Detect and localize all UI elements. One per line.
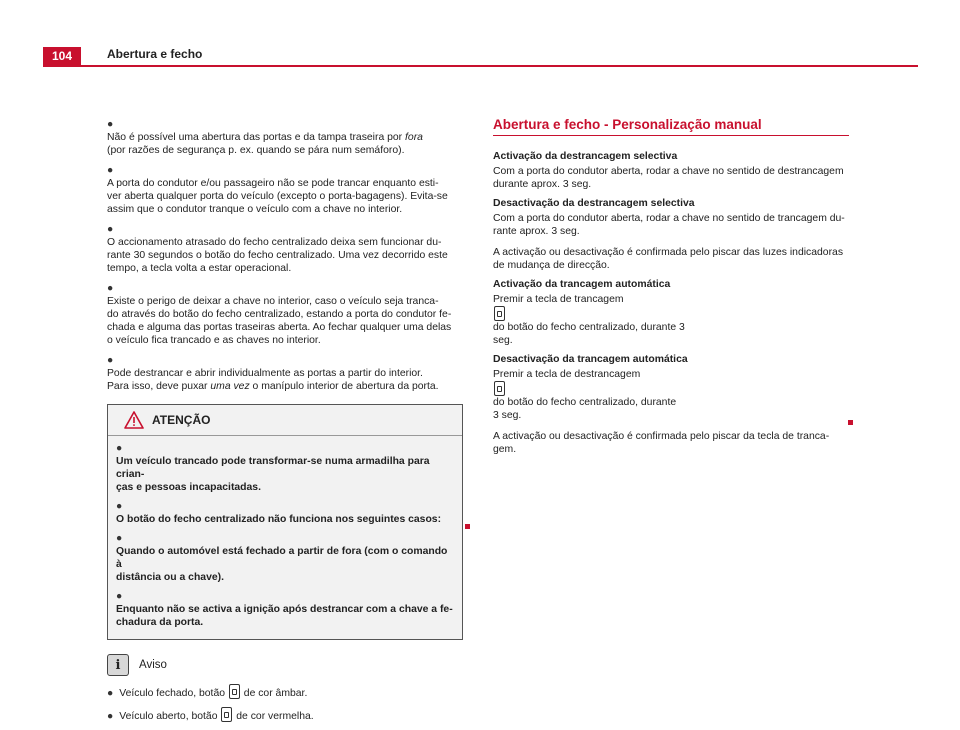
bullet-line-wrap: [107, 321, 463, 334]
bullet-line: rante 30 segundos o botão do fecho centralizado. Uma vez decorrido este: [107, 250, 448, 261]
bullet-line-wrap: [107, 282, 463, 308]
section-end-marker: [848, 420, 853, 425]
paragraph: [493, 368, 849, 422]
paragraph-line: A activação ou desactivação é confirmada pelo piscar da tecla de tranca-: [493, 431, 830, 442]
bullet-dot: ●: [107, 119, 114, 130]
paragraph-line: durante aprox. 3 seg.: [493, 179, 592, 190]
note-item-text: de cor vermelha.: [236, 711, 314, 722]
note-header: [107, 654, 463, 676]
section-end-marker: [465, 524, 470, 529]
bullet-line: Pode destrancar e abrir individualmente as portas a partir do interior.: [107, 368, 423, 379]
bullet-line-wrap: [116, 571, 454, 584]
bullet-dot: ●: [107, 283, 114, 294]
note-item-text: Veículo aberto, botão: [119, 711, 218, 722]
page-number: 104: [43, 47, 81, 66]
bullet-line-wrap: [107, 164, 463, 190]
unlock-key-icon: [494, 381, 505, 396]
paragraph: [493, 165, 849, 191]
bullet-dot: ●: [116, 591, 123, 602]
bullet-text: [116, 500, 454, 526]
bullet-dot: ●: [116, 501, 123, 512]
bullet-line-wrap: [107, 262, 463, 275]
warning-box: [107, 404, 463, 640]
note-title: Aviso: [139, 658, 167, 671]
bullet-line: O botão do fecho centralizado não funciona nos seguintes casos:: [116, 514, 442, 525]
bullet-line: o veículo fica trancado e as chaves no interior.: [107, 335, 321, 346]
info-icon: i: [107, 654, 129, 676]
bullet-dot: ●: [107, 688, 114, 699]
paragraph-line: gem.: [493, 444, 517, 455]
paragraph: [493, 430, 849, 456]
bullet-dot: ●: [116, 443, 123, 454]
bullet-text: [107, 354, 463, 393]
bullet-line: (por razões de segurança p. ex. quando se pára num semáforo).: [107, 145, 405, 156]
bullet-item: [107, 118, 463, 157]
bullet-line-wrap: [116, 616, 454, 629]
note-body: [107, 684, 463, 723]
paragraph: [493, 246, 849, 272]
bullet-line: ver aberta qualquer porta do veículo (excepto o porta-bagagens). Evita-se: [107, 191, 448, 202]
bullet-line-wrap: [107, 190, 463, 203]
paragraph-line: A activação ou desactivação é confirmada pelo piscar das luzes indicadoras: [493, 247, 844, 258]
bullet-line: chadura da porta.: [116, 617, 204, 628]
subheading: Desactivação da trancagem automática: [493, 354, 688, 365]
bullet-dot: ●: [107, 165, 114, 176]
chapter-title: Abertura e fecho: [107, 47, 203, 61]
bullet-line-wrap: [116, 590, 454, 616]
bullet-line-wrap: [107, 334, 463, 347]
bullet-line: Quando o automóvel está fechado a partir de fora (com o comando à: [116, 546, 448, 570]
paragraph-line: Com a porta do condutor aberta, rodar a chave no sentido de trancagem du-: [493, 213, 845, 224]
bullet-list: [107, 118, 463, 393]
emphasis-text: fora: [405, 132, 423, 143]
warning-triangle-icon: [124, 411, 144, 429]
bullet-item: [107, 354, 463, 393]
section-title: Abertura e fecho - Personalização manual: [493, 118, 849, 136]
paragraph-line: de mudança de direcção.: [493, 260, 610, 271]
bullet-line-wrap: [107, 203, 463, 216]
paragraph-line: [493, 368, 849, 409]
bullet-line: Existe o perigo de deixar a chave no interior, caso o veículo seja tranca-: [107, 296, 439, 307]
bullet-line: Um veículo trancado pode transformar-se numa armadilha para crian-: [116, 456, 430, 480]
bullet-line: A porta do condutor e/ou passageiro não se pode trancar enquanto esti-: [107, 178, 439, 189]
bullet-line-wrap: [116, 442, 454, 481]
bullet-dot: ●: [107, 711, 114, 722]
lock-button-icon: [221, 707, 232, 722]
paragraph-line: Com a porta do condutor aberta, rodar a chave no sentido de destrancagem: [493, 166, 844, 177]
bullet-line: Enquanto não se activa a ignição após destrancar com a chave a fe-: [116, 604, 453, 615]
bullet-text: [107, 118, 463, 157]
warning-header: [108, 405, 462, 436]
inline-text: do botão do fecho centralizado, durante: [493, 397, 677, 408]
bullet-text: [116, 532, 454, 584]
bullet-line-wrap: [107, 308, 463, 321]
warning-title: ATENÇÃO: [152, 412, 211, 427]
bullet-line-wrap: [116, 500, 454, 526]
bullet-line: tempo, a tecla volta a estar operacional.: [107, 263, 292, 274]
bullet-dot: ●: [116, 533, 123, 544]
bullet-item: [107, 223, 463, 275]
bullet-line: distância ou a chave).: [116, 572, 224, 583]
paragraph-line: 3 seg.: [493, 410, 522, 421]
bullet-line-wrap: [116, 481, 454, 494]
bullet-line-wrap: [107, 223, 463, 249]
bullet-item: [107, 164, 463, 216]
bullet-line-wrap: [116, 532, 454, 571]
bullet-line: do através do botão do fecho centralizado, estando a porta do condutor fe-: [107, 309, 452, 320]
bullet-dot: ●: [107, 355, 114, 366]
note-item-text: Veículo fechado, botão: [119, 688, 226, 699]
note-item: [107, 684, 463, 700]
bullet-text: [116, 442, 454, 494]
bullet-line: Para isso, deve puxar uma vez o manípulo interior de abertura da porta.: [107, 381, 439, 392]
emphasis-text: uma vez: [210, 381, 250, 392]
bullet-text: [116, 590, 454, 629]
bullet-text: [107, 282, 463, 347]
subheading: Activação da trancagem automática: [493, 279, 671, 290]
paragraph-line: seg.: [493, 335, 513, 346]
bullet-item: [116, 590, 454, 629]
paragraph: [493, 212, 849, 238]
bullet-line-wrap: [107, 118, 463, 144]
left-column: [107, 118, 463, 730]
inline-text: do botão do fecho centralizado, durante 3: [493, 322, 685, 333]
note-item-text: de cor âmbar.: [243, 688, 308, 699]
bullet-item: [116, 442, 454, 494]
inline-text: Premir a tecla de destrancagem: [493, 369, 641, 380]
paragraph-line: [493, 293, 849, 334]
paragraph: [493, 293, 849, 347]
note-item: [107, 707, 463, 723]
bullet-item: [107, 282, 463, 347]
bullet-line: O accionamento atrasado do fecho centralizado deixa sem funcionar du-: [107, 237, 442, 248]
subheading: Desactivação da destrancagem selectiva: [493, 198, 695, 209]
bullet-item: [116, 532, 454, 584]
warning-body: [108, 436, 462, 639]
bullet-text: [107, 223, 463, 275]
bullet-line: assim que o condutor tranque o veículo com a chave no interior.: [107, 204, 403, 215]
bullet-line-wrap: [107, 380, 463, 393]
header-rule: [43, 65, 918, 67]
bullet-item: [116, 500, 454, 526]
inline-text: Premir a tecla de trancagem: [493, 294, 624, 305]
lock-button-icon: [229, 684, 240, 699]
lock-key-icon: [494, 306, 505, 321]
subheading: Activação da destrancagem selectiva: [493, 151, 678, 162]
bullet-line: Não é possível uma abertura das portas e da tampa traseira por fora: [107, 132, 423, 143]
bullet-line: chada e alguma das portas traseiras aberta. Ao fechar qualquer uma delas: [107, 322, 452, 333]
bullet-line-wrap: [107, 144, 463, 157]
bullet-line-wrap: [107, 354, 463, 380]
bullet-text: [107, 164, 463, 216]
bullet-dot: ●: [107, 224, 114, 235]
bullet-line: ças e pessoas incapacitadas.: [116, 482, 261, 493]
bullet-line-wrap: [107, 249, 463, 262]
paragraph-line: rante aprox. 3 seg.: [493, 226, 580, 237]
right-column: [493, 118, 849, 462]
